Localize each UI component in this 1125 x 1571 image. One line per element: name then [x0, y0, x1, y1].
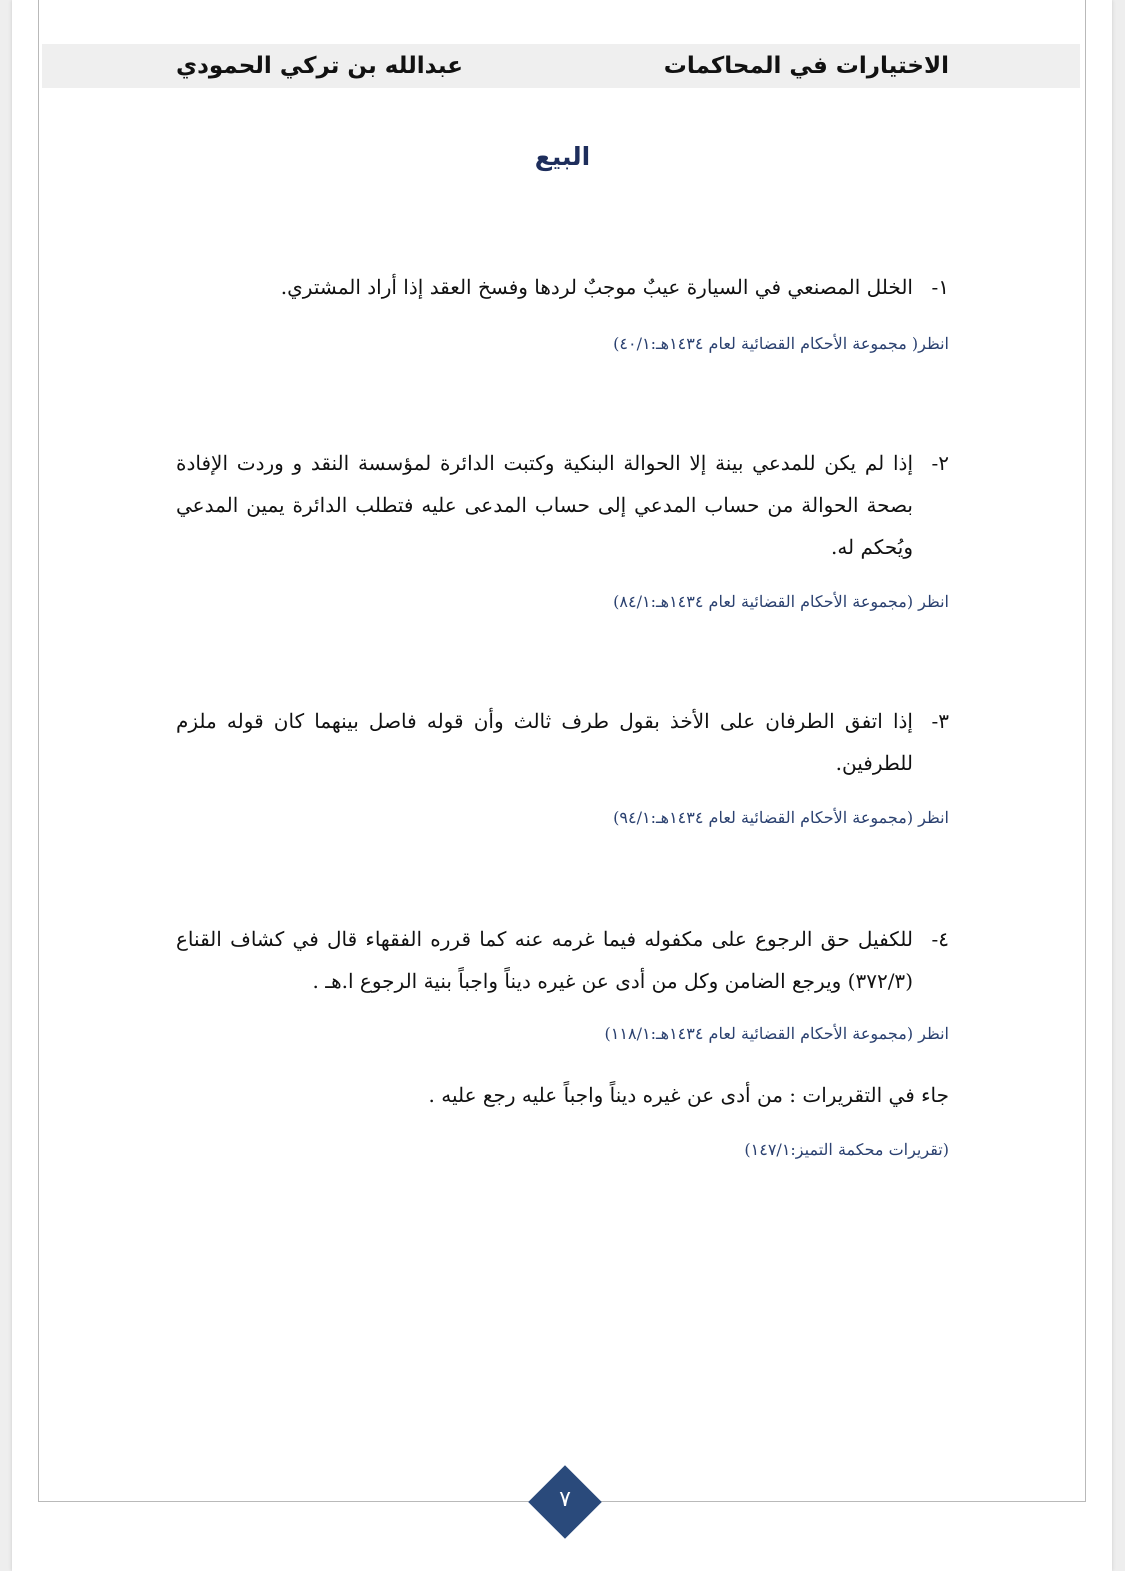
item-number: ٤- [931, 927, 949, 951]
citation-row [176, 1140, 949, 1159]
list-item [176, 700, 949, 784]
note-paragraph [176, 1074, 949, 1116]
item-citation: انظر (مجموعة الأحكام القضائية لعام ١٤٣٤هـ:١١٨/١) [604, 1024, 949, 1043]
item-text: إذا لم يكن للمدعي بينة إلا الحوالة البنكية وكتبت الدائرة لمؤسسة النقد و وردت الإفادة بصحة الحوالة من حساب المدعي إلى حساب المدعى عليه فتطلب الدائرة يمين المدعي ويُحكم له. [176, 451, 913, 559]
list-item [176, 266, 949, 308]
citation-row [176, 808, 949, 827]
page-number: ٧ [559, 1487, 571, 1512]
item-number: ٢- [931, 451, 949, 475]
citation-row [176, 1024, 949, 1043]
item-citation: انظر (مجموعة الأحكام القضائية لعام ١٤٣٤هـ:٩٤/١) [613, 808, 949, 827]
item-text: الخلل المصنعي في السيارة عيبٌ موجبٌ لردها وفسخ العقد إذا أراد المشتري. [280, 275, 913, 299]
note-text: جاء في التقريرات : من أدى عن غيره ديناً واجباً عليه رجع عليه . [428, 1083, 949, 1107]
item-number: ٣- [931, 709, 949, 733]
item-citation: انظر (مجموعة الأحكام القضائية لعام ١٤٣٤هـ:٨٤/١) [613, 592, 949, 611]
header-book-title: الاختيارات في المحاكمات [663, 53, 949, 79]
list-item [176, 442, 949, 568]
item-text: إذا اتفق الطرفان على الأخذ بقول طرف ثالث وأن قوله فاصل بينهما كان قوله ملزم للطرفين. [176, 709, 913, 775]
item-number: ١- [931, 275, 949, 299]
item-citation: انظر( مجموعة الأحكام القضائية لعام ١٤٣٤هـ:٤٠/١) [613, 334, 949, 353]
chapter-title: البيع [534, 142, 591, 171]
note-citation: (تقريرات محكمة التميز:١٤٧/١) [744, 1140, 949, 1159]
citation-row [176, 592, 949, 611]
item-text: للكفيل حق الرجوع على مكفوله فيما غرمه عنه كما قرره الفقهاء قال في كشاف القناع (٣٧٢/٣) ويرجع الضامن وكل من أدى عن غيره ديناً واجباً بنية الرجوع ا.هـ . [176, 927, 913, 993]
header-author: عبدالله بن تركي الحمودي [176, 53, 464, 79]
citation-row [176, 334, 949, 353]
list-item [176, 918, 949, 1002]
